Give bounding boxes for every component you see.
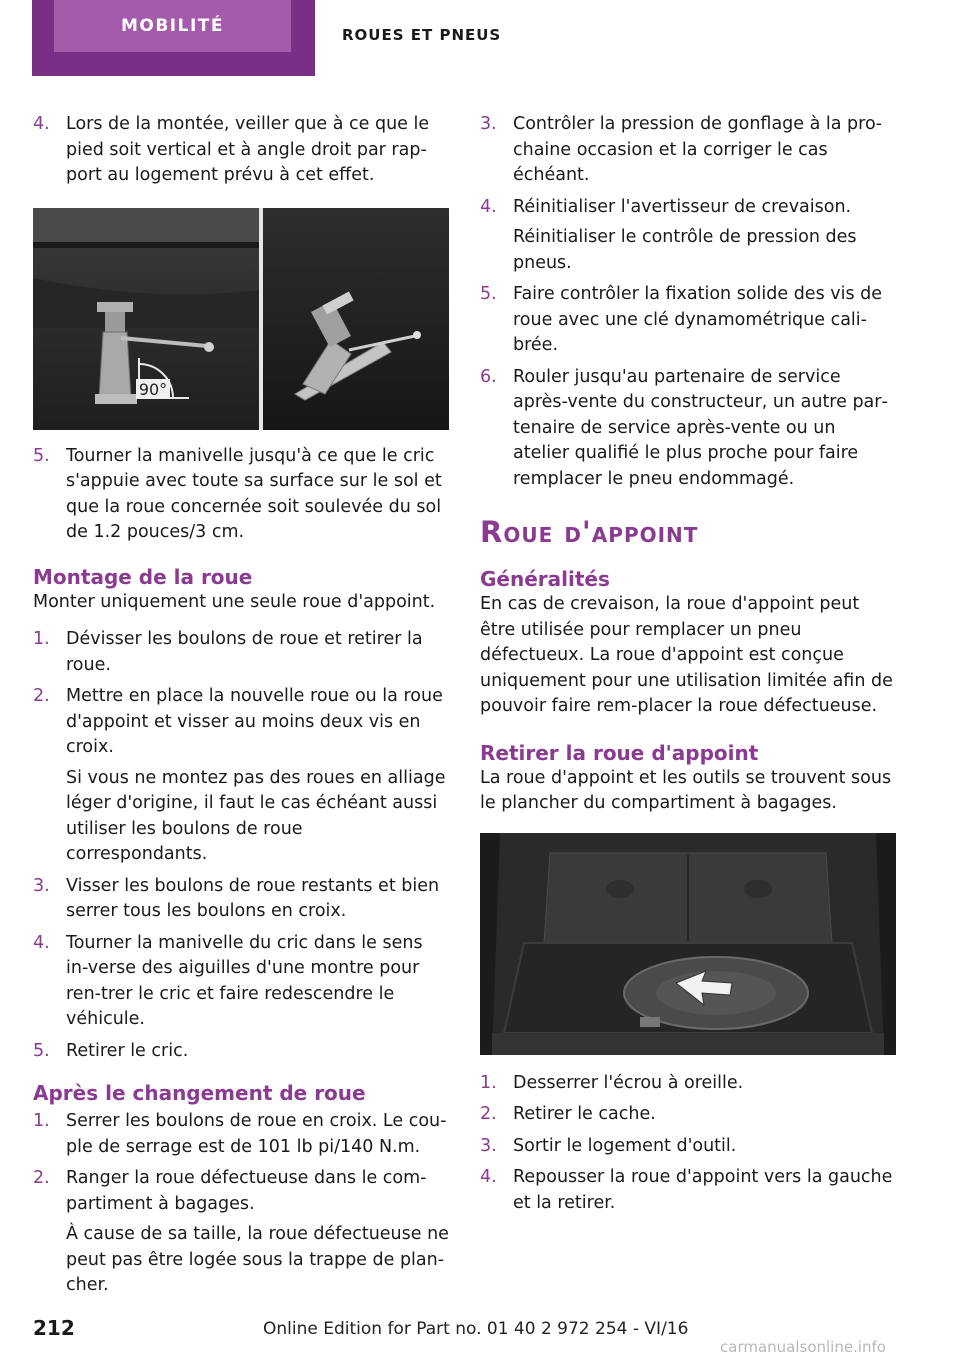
step-number: 3. xyxy=(33,875,50,896)
step-note: À cause de sa taille, la roue défectueuse ne peut pas être logée sous la trappe de plan‐cher. xyxy=(66,1224,449,1295)
generalites-text: En cas de crevaison, la roue d'appoint peut être utilisée pour remplacer un pneu défectueux. La roue d'appoint est conçue uniquement pour une utilisation limitée afin de pouvoir faire rem‐placer la roue défectueuse. xyxy=(480,594,893,716)
step-number: 1. xyxy=(33,629,50,649)
chapter-heading-roue-appoint: Roue d'appoint xyxy=(480,515,699,549)
jack-illustration xyxy=(33,208,449,430)
step-item xyxy=(480,1102,896,1128)
step-item xyxy=(33,1109,449,1160)
step-note: Réinitialiser le contrôle de pression des pneus. xyxy=(513,227,857,273)
step-text: Mettre en place la nouvelle roue ou la roue d'appoint et visser au moins deux vis en croix. xyxy=(66,686,443,757)
edition-footer: Online Edition for Part no. 01 40 2 972 254 - VI/16 xyxy=(263,1319,689,1339)
step-number: 5. xyxy=(480,284,497,304)
section-tab-inner xyxy=(54,0,291,52)
step-text: Réinitialiser l'avertisseur de crevaison. xyxy=(513,196,852,217)
step-text: Tourner la manivelle du cric dans le sens in‐verse des aiguilles d'une montre pour ren‐trer le cric et faire redescendre le véhicule. xyxy=(66,932,423,1029)
montage-intro: Monter uniquement une seule roue d'appoint. xyxy=(33,591,436,612)
page-header xyxy=(0,0,960,76)
section-heading-generalites: Généralités xyxy=(480,567,610,591)
step-item xyxy=(480,282,896,359)
step-number: 3. xyxy=(480,1135,497,1156)
step-text: Faire contrôler la fixation solide des vis de roue avec une clé dynamométrique cali‐brée. xyxy=(513,284,883,355)
step-number: 1. xyxy=(33,1111,50,1131)
step-item xyxy=(33,444,449,546)
step-text: Serrer les boulons de roue en croix. Le cou‐ple de serrage est de 101 lb pi/140 N.m. xyxy=(66,1111,447,1157)
chapter-title: ROUES ET PNEUS xyxy=(342,26,502,44)
step-item xyxy=(33,627,449,678)
step-item xyxy=(480,365,896,493)
section-heading-montage: Montage de la roue xyxy=(33,564,253,589)
step-item xyxy=(33,874,449,925)
step-number: 5. xyxy=(33,445,50,466)
step-number: 2. xyxy=(33,1168,50,1188)
watermark: carmanualsonline.info xyxy=(720,1338,886,1356)
retirer-text: La roue d'appoint et les outils se trouvent sous le plancher du compartiment à bagages. xyxy=(480,767,892,813)
step-item xyxy=(480,1134,896,1160)
step-text: Ranger la roue défectueuse dans le com‐partiment à bagages. xyxy=(66,1168,427,1214)
step-number: 1. xyxy=(480,1072,497,1093)
step-number: 4. xyxy=(33,932,50,953)
step-number: 3. xyxy=(480,114,497,134)
step-text: Repousser la roue d'appoint vers la gauche et la retirer. xyxy=(513,1167,893,1213)
section-tab-label: MOBILITÉ xyxy=(120,16,225,36)
step-item xyxy=(33,1039,449,1065)
step-note: Si vous ne montez pas des roues en alliage léger d'origine, il faut le cas échéant aussi utiliser les boulons de roue correspondants. xyxy=(66,767,446,864)
step-text: Sortir le logement d'outil. xyxy=(513,1135,737,1156)
step-number: 4. xyxy=(480,196,497,217)
left-column xyxy=(33,112,449,1305)
section-tab xyxy=(32,0,315,76)
trunk-illustration-graphic xyxy=(480,833,896,1055)
step-item xyxy=(480,1071,896,1097)
step-item xyxy=(33,931,449,1033)
step-text: Rouler jusqu'au partenaire de service après-vente du constructeur, un autre par‐tenaire de service après-vente ou un atelier qualifié le plus proche pour faire remplacer le pneu endommagé. xyxy=(513,366,888,489)
step-number: 4. xyxy=(33,114,50,134)
step-number: 6. xyxy=(480,366,497,387)
step-item xyxy=(33,1166,449,1217)
section-heading-retirer: Retirer la roue d'appoint xyxy=(480,740,759,765)
trunk-illustration xyxy=(480,833,896,1055)
step-text: Retirer le cric. xyxy=(66,1040,189,1061)
step-text: Contrôler la pression de gonflage à la pro‐chaine occasion et la corriger le cas échéant. xyxy=(513,114,882,185)
step-item xyxy=(480,195,896,221)
step-number: 4. xyxy=(480,1167,497,1187)
step-text: Desserrer l'écrou à oreille. xyxy=(513,1072,744,1093)
step-text: Visser les boulons de roue restants et bien serrer tous les boulons en croix. xyxy=(66,875,440,921)
step-item xyxy=(33,684,449,761)
jack-illustration-graphic xyxy=(33,208,449,430)
right-column xyxy=(480,112,896,1222)
step-item xyxy=(480,112,896,189)
step-item xyxy=(33,112,449,189)
step-number: 2. xyxy=(33,686,50,706)
step-text: Tourner la manivelle jusqu'à ce que le cric s'appuie avec toute sa surface sur le sol et que la roue concernée soit soulevée du sol de 1.2 pouces/3 cm. xyxy=(66,445,442,542)
step-text: Dévisser les boulons de roue et retirer la roue. xyxy=(66,629,423,675)
page-number: 212 xyxy=(33,1316,75,1340)
step-text: Retirer le cache. xyxy=(513,1104,656,1124)
section-heading-apres: Après le changement de roue xyxy=(33,1081,366,1105)
step-text: Lors de la montée, veiller que à ce que le pied soit vertical et à angle droit par rap‐port au logement prévu à cet effet. xyxy=(66,114,430,185)
angle-label: 90° xyxy=(138,379,168,399)
step-number: 5. xyxy=(33,1040,50,1061)
step-number: 2. xyxy=(480,1104,497,1124)
step-item xyxy=(480,1165,896,1216)
